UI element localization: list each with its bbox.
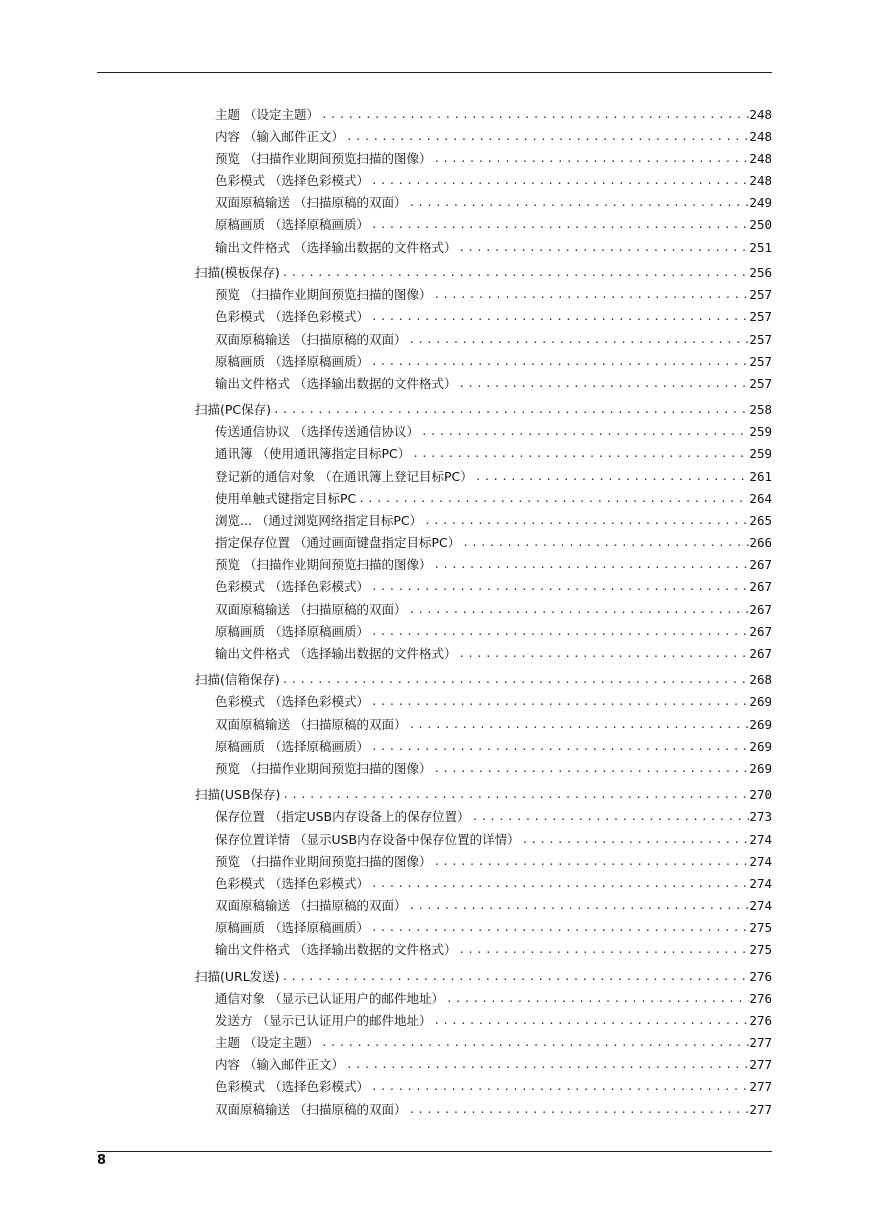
toc-entry[interactable]	[215, 330, 772, 350]
toc-dot-leader	[422, 511, 749, 531]
toc-entry-page: 277	[749, 1102, 772, 1117]
toc-entry[interactable]	[215, 622, 772, 642]
toc-dot-leader	[280, 785, 749, 805]
toc-entry[interactable]	[215, 374, 772, 394]
toc-entry-page: 274	[749, 876, 772, 891]
toc-entry-title: 扫描(信箱保存)	[195, 672, 280, 687]
toc-entry[interactable]	[215, 577, 772, 597]
toc-entry-page: 267	[749, 624, 772, 639]
toc-entry-page: 257	[749, 287, 772, 302]
toc-entry-title: 输出文件格式 （选择输出数据的文件格式）	[215, 942, 457, 957]
toc-entry-page: 257	[749, 354, 772, 369]
toc-dot-leader	[369, 577, 749, 597]
toc-dot-leader	[431, 759, 749, 779]
toc-entry-title: 双面原稿输送 （扫描原稿的双面）	[215, 332, 407, 347]
toc-entry-page: 259	[749, 424, 772, 439]
toc-dot-leader	[419, 422, 749, 442]
toc-dot-leader	[369, 215, 749, 235]
toc-entry-page: 248	[749, 129, 772, 144]
toc-entry-title: 输出文件格式 （选择输出数据的文件格式）	[215, 646, 457, 661]
toc-entry-title: 色彩模式 （选择色彩模式）	[215, 876, 369, 891]
toc-dot-leader	[369, 1077, 749, 1097]
toc-entry-title: 预览 （扫描作业期间预览扫描的图像）	[215, 557, 432, 572]
toc-entry[interactable]	[215, 193, 772, 213]
toc-entry-title: 色彩模式 （选择色彩模式）	[215, 694, 369, 709]
toc-dot-leader	[271, 400, 749, 420]
toc-dot-leader	[473, 467, 750, 487]
toc-entry-page: 248	[749, 151, 772, 166]
toc-entry-page: 277	[749, 1035, 772, 1050]
toc-entry[interactable]	[215, 896, 772, 916]
toc-entry[interactable]	[215, 600, 772, 620]
toc-entry-title: 主题 （设定主题）	[215, 1035, 319, 1050]
toc-entry-page: 268	[749, 672, 772, 687]
toc-dot-leader	[470, 807, 750, 827]
toc-entry[interactable]	[215, 215, 772, 235]
toc-entry-page: 267	[749, 602, 772, 617]
toc-entry-page: 276	[749, 991, 772, 1006]
toc-dot-leader	[280, 263, 750, 283]
toc-entry[interactable]	[215, 830, 772, 850]
toc-entry-title: 双面原稿输送 （扫描原稿的双面）	[215, 195, 407, 210]
toc-entry[interactable]	[215, 149, 772, 169]
toc-entry[interactable]	[215, 874, 772, 894]
toc-entry-page: 269	[749, 694, 772, 709]
toc-entry-title: 传送通信协议 （选择传送通信协议）	[215, 424, 419, 439]
toc-dot-leader	[460, 533, 749, 553]
toc-entry-title: 双面原稿输送 （扫描原稿的双面）	[215, 602, 407, 617]
toc-entry-title: 预览 （扫描作业期间预览扫描的图像）	[215, 287, 432, 302]
toc-entry-title: 预览 （扫描作业期间预览扫描的图像）	[215, 151, 432, 166]
toc-entry-page: 256	[749, 265, 772, 280]
toc-entry-page: 257	[749, 309, 772, 324]
toc-entry-title: 原稿画质 （选择原稿画质）	[215, 920, 369, 935]
toc-entry-page: 248	[749, 173, 772, 188]
toc-entry-page: 261	[749, 469, 772, 484]
toc-dot-leader	[344, 127, 749, 147]
toc-entry-title: 通信对象 （显示已认证用户的邮件地址）	[215, 991, 444, 1006]
toc-entry-page: 251	[749, 240, 772, 255]
toc-entry[interactable]	[215, 467, 772, 487]
toc-entry[interactable]	[215, 307, 772, 327]
toc-entry-title: 色彩模式 （选择色彩模式）	[215, 1079, 369, 1094]
toc-entry-page: 267	[749, 557, 772, 572]
toc-dot-leader	[280, 967, 750, 987]
toc-entry-page: 273	[749, 809, 772, 824]
toc-entry[interactable]	[215, 1055, 772, 1075]
toc-entry-title: 内容 （输入邮件正文）	[215, 1057, 344, 1072]
toc-entry[interactable]	[215, 807, 772, 827]
toc-entry-page: 267	[749, 646, 772, 661]
toc-dot-leader	[344, 1055, 749, 1075]
toc-entry-title: 内容 （输入邮件正文）	[215, 129, 344, 144]
toc-entry-title: 原稿画质 （选择原稿画质）	[215, 217, 369, 232]
toc-entry[interactable]	[215, 918, 772, 938]
toc-entry[interactable]	[215, 352, 772, 372]
toc-dot-leader	[406, 600, 749, 620]
toc-dot-leader	[369, 171, 749, 191]
toc-section-entry[interactable]	[195, 785, 772, 805]
toc-entry[interactable]	[215, 715, 772, 735]
toc-entry-title: 指定保存位置 （通过画面键盘指定目标PC）	[215, 535, 461, 550]
toc-entry-page: 270	[749, 787, 772, 802]
toc-entry-title: 预览 （扫描作业期间预览扫描的图像）	[215, 761, 432, 776]
toc-entry-title: 保存位置 （指定USB内存设备上的保存位置）	[215, 809, 470, 824]
toc-entry-title: 原稿画质 （选择原稿画质）	[215, 739, 369, 754]
toc-dot-leader	[444, 989, 749, 1009]
toc-entry-page: 275	[749, 942, 772, 957]
toc-dot-leader	[456, 238, 749, 258]
toc-entry-page: 250	[749, 217, 772, 232]
toc-entry[interactable]	[215, 489, 772, 509]
toc-entry[interactable]	[215, 533, 772, 553]
toc-entry-page: 274	[749, 832, 772, 847]
footer-rule	[97, 1151, 772, 1152]
toc-entry[interactable]	[215, 1033, 772, 1053]
toc-dot-leader	[520, 830, 750, 850]
toc-dot-leader	[406, 896, 749, 916]
toc-entry-page: 264	[749, 491, 772, 506]
toc-entry-title: 原稿画质 （选择原稿画质）	[215, 624, 369, 639]
toc-entry-title: 登记新的通信对象 （在通讯簿上登记目标PC）	[215, 469, 473, 484]
toc-entry[interactable]	[215, 511, 772, 531]
toc-entry-page: 269	[749, 739, 772, 754]
toc-dot-leader	[369, 307, 749, 327]
toc-entry[interactable]	[215, 692, 772, 712]
toc-entry-title: 扫描(模板保存)	[195, 265, 280, 280]
toc-dot-leader	[319, 105, 749, 125]
toc-section-entry[interactable]	[195, 967, 772, 987]
toc-entry[interactable]	[215, 1011, 772, 1031]
toc-dot-leader	[406, 715, 749, 735]
toc-entry[interactable]	[215, 644, 772, 664]
toc-dot-leader	[410, 444, 749, 464]
toc-entry-title: 原稿画质 （选择原稿画质）	[215, 354, 369, 369]
header-rule	[97, 72, 772, 73]
toc-dot-leader	[431, 555, 749, 575]
toc-entry-title: 保存位置详情 （显示USB内存设备中保存位置的详情）	[215, 832, 520, 847]
toc-entry[interactable]	[215, 940, 772, 960]
toc-entry-page: 258	[749, 402, 772, 417]
toc-entry-page: 248	[749, 107, 772, 122]
toc-dot-leader	[369, 352, 749, 372]
toc-entry[interactable]	[215, 555, 772, 575]
toc-dot-leader	[431, 285, 749, 305]
toc-entry-page: 277	[749, 1079, 772, 1094]
toc-entry-page: 277	[749, 1057, 772, 1072]
toc-entry-title: 输出文件格式 （选择输出数据的文件格式）	[215, 376, 457, 391]
toc-entry-title: 使用单触式键指定目标PC	[215, 491, 357, 506]
toc-entry-title: 输出文件格式 （选择输出数据的文件格式）	[215, 240, 457, 255]
toc-entry-title: 发送方 （显示已认证用户的邮件地址）	[215, 1013, 432, 1028]
toc-entry[interactable]	[215, 238, 772, 258]
toc-entry-title: 主题 （设定主题）	[215, 107, 319, 122]
toc-entry[interactable]	[215, 852, 772, 872]
toc-entry-page: 259	[749, 446, 772, 461]
toc-entry-title: 双面原稿输送 （扫描原稿的双面）	[215, 1102, 407, 1117]
toc-entry-title: 扫描(PC保存)	[195, 402, 272, 417]
toc-dot-leader	[406, 330, 749, 350]
toc-entry-page: 275	[749, 920, 772, 935]
toc-entry-page: 265	[749, 513, 772, 528]
toc-dot-leader	[369, 622, 749, 642]
toc-entry[interactable]	[215, 737, 772, 757]
toc-dot-leader	[431, 1011, 749, 1031]
toc-dot-leader	[406, 1100, 749, 1120]
toc-entry-page: 249	[749, 195, 772, 210]
toc-entry-title: 色彩模式 （选择色彩模式）	[215, 579, 369, 594]
toc-dot-leader	[456, 374, 749, 394]
toc-entry-title: 双面原稿输送 （扫描原稿的双面）	[215, 898, 407, 913]
toc-entry-page: 267	[749, 579, 772, 594]
toc-section-entry[interactable]	[195, 400, 772, 420]
toc-entry[interactable]	[215, 127, 772, 147]
toc-dot-leader	[406, 193, 749, 213]
toc-entry[interactable]	[215, 1077, 772, 1097]
toc-entry[interactable]	[215, 171, 772, 191]
toc-entry-page: 274	[749, 854, 772, 869]
toc-entry-page: 266	[749, 535, 772, 550]
toc-dot-leader	[431, 852, 749, 872]
toc-entry-page: 269	[749, 717, 772, 732]
toc-entry-page: 257	[749, 376, 772, 391]
toc-entry[interactable]	[215, 105, 772, 125]
toc-dot-leader	[456, 940, 749, 960]
toc-entry[interactable]	[215, 422, 772, 442]
toc-dot-leader	[369, 737, 749, 757]
toc-entry-page: 269	[749, 761, 772, 776]
toc-entry-title: 双面原稿输送 （扫描原稿的双面）	[215, 717, 407, 732]
toc-entry-page: 274	[749, 898, 772, 913]
toc-entry-title: 通讯簿 （使用通讯簿指定目标PC）	[215, 446, 411, 461]
toc-entry[interactable]	[215, 989, 772, 1009]
toc-dot-leader	[369, 874, 749, 894]
toc-entry-title: 色彩模式 （选择色彩模式）	[215, 309, 369, 324]
toc-entry-title: 扫描(USB保存)	[195, 787, 281, 802]
toc-entry[interactable]	[215, 444, 772, 464]
toc-dot-leader	[369, 692, 749, 712]
toc-entry-page: 276	[749, 1013, 772, 1028]
toc-section-entry[interactable]	[195, 263, 772, 283]
toc-dot-leader	[319, 1033, 749, 1053]
page-number: 8	[97, 1153, 107, 1168]
toc-entry[interactable]	[215, 759, 772, 779]
toc-dot-leader	[456, 644, 749, 664]
toc-entry[interactable]	[215, 1100, 772, 1120]
toc-entry[interactable]	[215, 285, 772, 305]
toc-section-entry[interactable]	[195, 670, 772, 690]
toc-entry-title: 预览 （扫描作业期间预览扫描的图像）	[215, 854, 432, 869]
toc-dot-leader	[431, 149, 749, 169]
toc-dot-leader	[280, 670, 750, 690]
toc-entry-page: 257	[749, 332, 772, 347]
toc-entry-title: 浏览... （通过浏览网络指定目标PC）	[215, 513, 423, 528]
toc-entry-title: 扫描(URL发送)	[195, 969, 280, 984]
toc-dot-leader	[369, 918, 749, 938]
toc-dot-leader	[356, 489, 749, 509]
toc-entry-page: 276	[749, 969, 772, 984]
toc-entry-title: 色彩模式 （选择色彩模式）	[215, 173, 369, 188]
